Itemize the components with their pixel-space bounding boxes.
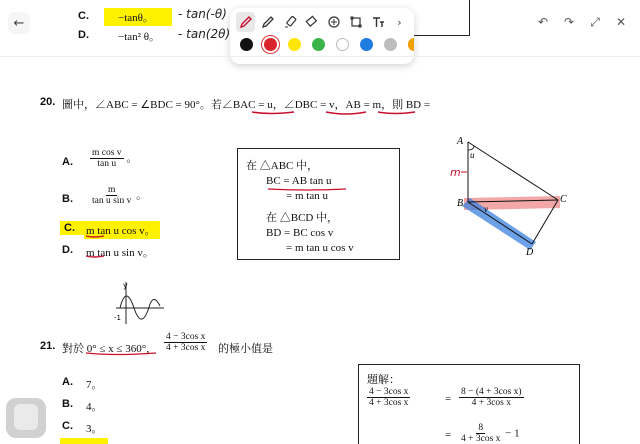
q21-option-d-highlight xyxy=(60,438,108,444)
option-b-fraction xyxy=(90,185,133,207)
q21-option-c-text: 3 xyxy=(86,423,92,435)
red-option-underline-ink xyxy=(84,230,184,258)
fullscreen-icon: ⤢ xyxy=(590,14,600,29)
q21-option-b-text: 4 xyxy=(86,401,92,413)
marker-tool[interactable] xyxy=(258,12,277,32)
solution-21-eq2: = xyxy=(445,429,452,441)
fullscreen-button[interactable] xyxy=(586,12,604,32)
option-c-label: C. xyxy=(60,221,89,235)
handwriting-c-prev: - tan(-θ) xyxy=(178,7,227,21)
label-a: A xyxy=(457,136,464,147)
close-icon: ✕ xyxy=(615,15,627,29)
redo-button[interactable] xyxy=(560,12,578,32)
question-21-fraction xyxy=(164,332,207,354)
color-swatch-black[interactable] xyxy=(240,38,253,51)
pen-icon xyxy=(239,15,253,29)
color-swatch-green[interactable] xyxy=(312,38,325,51)
color-swatch-orange[interactable] xyxy=(408,38,414,51)
eraser-tool[interactable] xyxy=(302,12,321,32)
option-b-numerator: m xyxy=(107,185,116,195)
toolbar-divider xyxy=(0,56,640,57)
color-swatch-gray[interactable] xyxy=(384,38,397,51)
highlighter-icon xyxy=(283,15,297,29)
segment-ac xyxy=(468,142,558,200)
option-a-denominator: tan u xyxy=(97,159,117,170)
pen-tool[interactable] xyxy=(236,12,255,32)
highlighter-tool[interactable] xyxy=(280,12,299,32)
solution-20-line6: = m tan u cos v xyxy=(286,242,354,254)
solution-21-frac3-expr xyxy=(459,423,502,444)
option-c-suffix: 。 xyxy=(144,225,156,237)
solution-20-line4: 在 △BCD 中， xyxy=(266,212,339,224)
handwriting-d-prev: - tan(2θ) xyxy=(178,27,231,41)
option-a-fraction xyxy=(90,148,124,170)
solution-21-frac1-expr xyxy=(367,387,410,409)
lasso-tool[interactable] xyxy=(346,12,365,32)
option-a xyxy=(90,148,137,170)
question-20-stem: 圖中，∠ABC = ∠BDC = 90°。若∠BAC = u，∠DBC = v，AB = m，則 BD = xyxy=(62,99,431,111)
q21-option-c-suffix: 。 xyxy=(91,423,103,435)
question-21-frac xyxy=(164,332,207,354)
lasso-icon xyxy=(349,15,363,29)
label-v: v xyxy=(484,204,488,214)
q21-option-a xyxy=(86,376,103,392)
option-c-suffix-prev: 。 xyxy=(142,12,154,24)
right-toolbar xyxy=(534,12,630,32)
label-u: u xyxy=(470,150,475,160)
option-d-suffix: 。 xyxy=(142,247,154,259)
q21-red-underline xyxy=(84,350,164,356)
handwritten-sketch xyxy=(112,278,168,328)
question-21-number: 21. xyxy=(40,340,56,352)
option-d-label: D. xyxy=(62,244,73,256)
question-21-frac-den: 4 + 3cos x xyxy=(166,343,206,354)
question-21-frac-num: 4 − 3cos x xyxy=(166,332,206,342)
q21-option-c xyxy=(86,420,103,436)
option-b-label: B. xyxy=(62,193,73,205)
solution-21-frac3 xyxy=(459,423,520,444)
solution-21-frac1-den: 4 + 3cos x xyxy=(369,398,409,409)
solution-21-frac2-den: 4 + 3cos x xyxy=(471,398,511,409)
assistive-touch-button[interactable] xyxy=(6,398,46,438)
option-d-value-prev: −tan² θ xyxy=(118,31,149,43)
option-d-text-prev xyxy=(118,28,160,44)
option-c-label-prev: C. xyxy=(78,10,89,22)
solution-20-line5: BD = BC cos v xyxy=(266,227,334,239)
solution-21-frac2 xyxy=(459,387,524,409)
solution-21-frac1-num: 4 − 3cos x xyxy=(369,387,409,397)
back-arrow-icon: ← xyxy=(13,15,25,31)
option-b xyxy=(90,185,147,207)
option-b-suffix: 。 xyxy=(136,189,148,202)
sketch-y-label: y xyxy=(123,281,128,290)
question-21-stem-prefix: 對於 0° ≤ x ≤ 360°， xyxy=(62,343,158,355)
add-shape-icon xyxy=(327,15,341,29)
solution-21-title: 題解： xyxy=(367,374,400,386)
solution-20-box xyxy=(237,148,400,260)
q21-option-c-label: C. xyxy=(62,420,73,432)
color-palette xyxy=(240,38,414,51)
solution-21-frac3-num: 8 xyxy=(478,423,484,433)
solution-21-frac1 xyxy=(367,387,410,409)
label-c: C xyxy=(560,194,567,205)
assistive-touch-icon xyxy=(14,404,38,430)
solution-21-eq1: = xyxy=(445,393,452,405)
solution-20-line1: 在 △ABC 中， xyxy=(246,160,319,172)
color-swatch-red[interactable] xyxy=(264,38,277,51)
eraser-icon xyxy=(305,15,319,29)
label-d: D xyxy=(526,247,534,258)
solution-20-line2: BC = AB tan u xyxy=(266,175,332,187)
color-swatch-yellow[interactable] xyxy=(288,38,301,51)
option-a-numerator: m cos v xyxy=(92,148,122,158)
back-button[interactable] xyxy=(8,12,30,34)
solution-21-frac2-num: 8 − (4 + 3cos x) xyxy=(461,387,522,397)
geometry-figure xyxy=(440,132,570,258)
q21-option-a-suffix: 。 xyxy=(91,379,103,391)
solution-21-minus-one: − 1 xyxy=(505,427,520,440)
tool-row xyxy=(236,12,409,32)
solution-21-frac3-den: 4 + 3cos x xyxy=(461,434,501,444)
solution-20-red-underline xyxy=(266,186,356,192)
question-21-stem-suffix: 的極小值是 xyxy=(218,343,273,355)
q21-option-b-label: B. xyxy=(62,398,73,410)
marker-icon xyxy=(261,15,275,29)
option-d-text: m tan u sin v xyxy=(86,247,143,259)
more-tools-button[interactable] xyxy=(390,12,409,32)
option-c-text: m tan u cos v xyxy=(86,225,145,237)
add-shape-tool[interactable] xyxy=(324,12,343,32)
solution-20-line3: = m tan u xyxy=(286,190,328,202)
option-c-text-prev xyxy=(104,8,172,26)
undo-icon: ↶ xyxy=(537,15,549,29)
text-tool[interactable] xyxy=(368,12,387,32)
option-d-label-prev: D. xyxy=(78,29,89,41)
q21-option-a-text: 7 xyxy=(86,379,92,391)
color-swatch-white[interactable] xyxy=(336,38,349,51)
close-button[interactable] xyxy=(612,12,630,32)
q21-option-b-suffix: 。 xyxy=(91,401,103,413)
red-underline-ink xyxy=(250,108,430,116)
chevron-right-icon: › xyxy=(397,15,402,29)
sketch-tick-label: -1 xyxy=(114,314,121,322)
option-a-suffix: 。 xyxy=(126,152,138,165)
option-b-denominator: tan u sin v xyxy=(92,196,132,207)
q21-option-b xyxy=(86,398,103,414)
option-a-label: A. xyxy=(62,156,73,168)
q21-option-a-label: A. xyxy=(62,376,73,388)
solution-21-box xyxy=(358,364,580,444)
solution-21-frac2-expr xyxy=(459,387,524,409)
text-tool-icon xyxy=(371,15,385,29)
ink-m-label: m xyxy=(450,166,461,179)
color-swatch-blue[interactable] xyxy=(360,38,373,51)
undo-button[interactable] xyxy=(534,12,552,32)
label-b: B xyxy=(457,198,464,209)
redo-icon: ↷ xyxy=(563,15,575,29)
previous-solution-box xyxy=(410,0,470,36)
question-20-number: 20. xyxy=(40,96,56,108)
option-c-value-prev: −tanθ xyxy=(118,12,143,24)
option-d-suffix-prev: 。 xyxy=(148,31,160,43)
